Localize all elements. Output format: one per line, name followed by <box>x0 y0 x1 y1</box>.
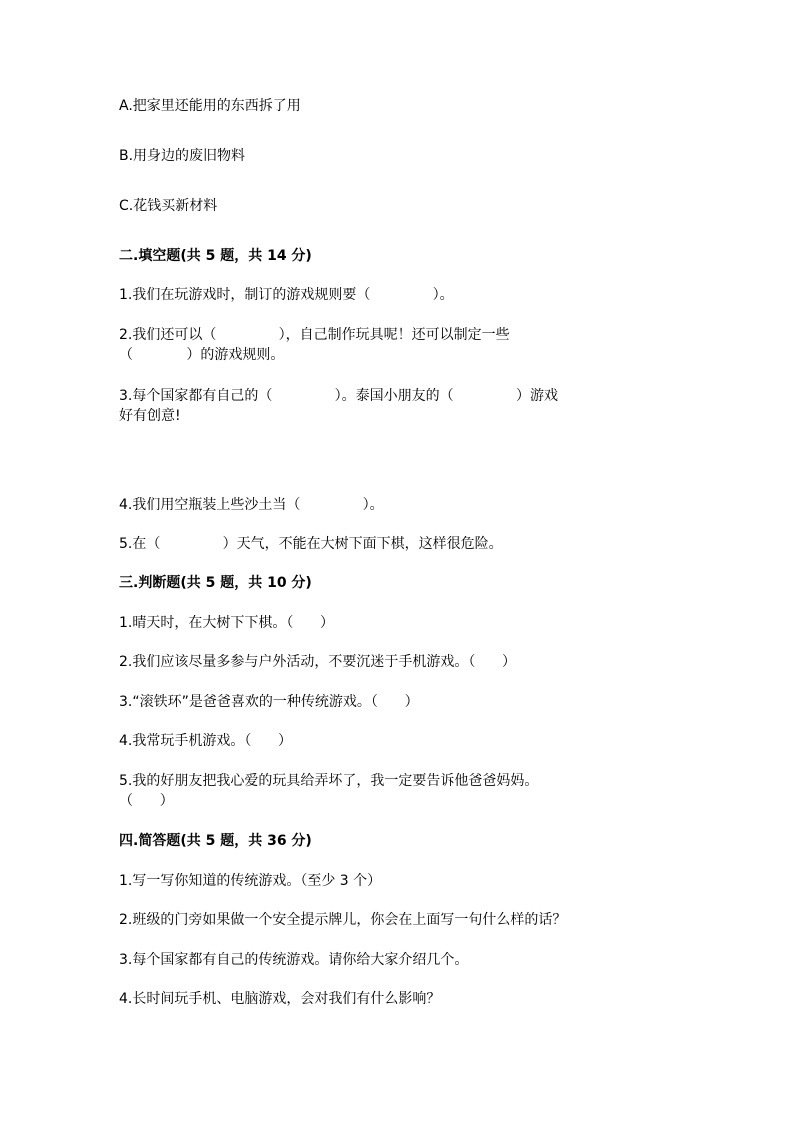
section4-question-1: 1.写一写你知道的传统游戏。（至少 3 个） <box>119 873 382 889</box>
section3-question-3: 3.“滚铁环”是爸爸喜欢的一种传统游戏。（ ） <box>119 694 419 710</box>
section3-question-1: 1.晴天时，在大树下下棋。（ ） <box>119 615 335 631</box>
section2-question-5: 5.在（ ）天气，不能在大树下面下棋，这样很危险。 <box>119 536 503 552</box>
section2-question-2-line1: 2.我们还可以（ ），自己制作玩具呢！还可以制定一些 <box>119 327 510 343</box>
section3-title: 三.判断题(共 5 题，共 10 分) <box>119 575 312 591</box>
section3-question-4: 4.我常玩手机游戏。（ ） <box>119 733 293 749</box>
section4-title: 四.简答题(共 5 题，共 36 分) <box>119 833 312 849</box>
section2-question-2-line2: （ ）的游戏规则。 <box>119 347 285 363</box>
section3-question-2: 2.我们应该尽量多参与户外活动，不要沉迷于手机游戏。（ ） <box>119 654 517 670</box>
section4-question-3: 3.每个国家都有自己的传统游戏。请你给大家介绍几个。 <box>119 952 469 968</box>
section4-question-2: 2.班级的门旁如果做一个安全提示牌儿，你会在上面写一句什么样的话？ <box>119 912 567 928</box>
option-b: B.用身边的废旧物料 <box>119 148 246 164</box>
section2-question-3-line1: 3.每个国家都有自己的（ ）。泰国小朋友的（ ）游戏 <box>119 388 558 404</box>
section3-question-5-line2: （ ） <box>119 793 174 809</box>
section2-title: 二.填空题(共 5 题，共 14 分) <box>119 248 312 264</box>
section3-question-5-line1: 5.我的好朋友把我心爱的玩具给弄坏了，我一定要告诉他爸爸妈妈。 <box>119 773 539 789</box>
section4-question-4: 4.长时间玩手机、电脑游戏，会对我们有什么影响？ <box>119 991 441 1007</box>
section2-question-1: 1.我们在玩游戏时，制订的游戏规则要（ ）。 <box>119 287 454 303</box>
section2-question-4: 4.我们用空瓶装上些沙土当（ ）。 <box>119 497 384 513</box>
option-a: A.把家里还能用的东西拆了用 <box>119 98 301 114</box>
section2-question-3-line2: 好有创意! <box>119 408 181 424</box>
option-c: C.花钱买新材料 <box>119 198 218 214</box>
